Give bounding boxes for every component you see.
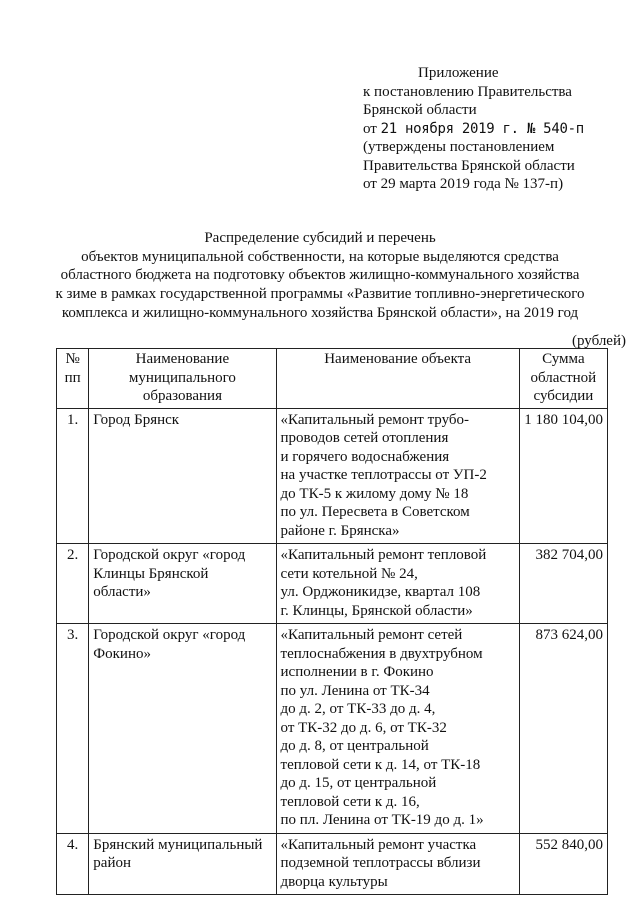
object-line: и горячего водоснабжения [280,448,450,465]
header-num-line: пп [64,369,81,386]
cell-sum: 552 840,00 [519,833,607,895]
table-row [57,624,608,834]
object-line: на участке теплотрассы от УП-2 [280,467,487,483]
appendix-line-5: Правительства Брянской области [363,157,575,174]
appendix-title: Приложение [418,65,499,81]
cell-sum: 382 704,00 [519,544,607,624]
object-line: дворца культуры [280,873,388,890]
municipality-line: Город Брянск [93,411,180,428]
object-line: районе г. Брянска» [280,522,400,539]
object-line: теплоснабжения в двухтрубном [280,645,483,662]
cell-num: 4. [57,833,89,895]
cell-num: 2. [57,544,89,624]
object-line: «Капитальный ремонт сетей [280,627,463,643]
table-body [57,408,608,895]
document-heading [20,229,620,323]
object-line: «Капитальный ремонт тепловой [280,547,487,563]
cell-num: 1. [57,408,89,544]
header-sum-line: областной [530,369,597,386]
cell-municipality [89,408,276,544]
municipality-line: Городской округ «город [93,627,246,643]
object-line: «Капитальный ремонт трубо- [280,411,470,428]
header-object-line: Наименование объекта [324,351,472,367]
heading-line-3: областного бюджета на подготовку объектов жилищно-коммунального хозяйства [60,267,580,284]
municipality-line: области» [93,584,151,600]
object-line: до ТК-5 к жилому дому № 18 [280,485,469,502]
table-row [57,833,608,895]
object-line: до д. 15, от центральной [280,775,437,791]
cell-municipality [89,833,276,895]
cell-municipality [89,544,276,624]
appendix-line-2: Брянской области [363,102,477,118]
object-line: «Капитальный ремонт участка [280,836,477,853]
cell-num: 3. [57,624,89,834]
object-line: подземной теплотрассы вблизи [280,855,481,871]
object-line: по пл. Ленина от ТК-19 до д. 1» [280,812,484,828]
object-line: сети котельной № 24, [280,565,418,582]
object-line: по ул. Ленина от ТК-34 [280,682,430,699]
header-num-line: № [65,351,80,367]
header-municipality-line: Наименование [135,351,230,367]
header-sum [519,349,607,409]
municipality-line: Фокино» [93,645,151,662]
object-line: по ул. Пересвета в Советском [280,504,470,520]
cell-object [276,833,519,895]
appendix-line-6: от 29 марта 2019 года № 137-п) [363,176,564,192]
appendix-date-line [363,120,633,139]
object-line: г. Клинцы, Брянской области» [280,602,473,619]
table-row [57,408,608,544]
header-num [57,349,89,409]
cell-municipality [89,624,276,834]
appendix-line-1: к постановлению Правительства [363,83,572,100]
appendix-line-4: (утверждены постановлением [363,139,555,155]
cell-object [276,544,519,624]
appendix-block [363,64,633,194]
cell-sum: 873 624,00 [519,624,607,834]
municipality-line: Городской округ «город [93,547,246,563]
appendix-date-handwritten: 21 ноября 2019 г. № 540-п [380,120,584,137]
header-municipality [89,349,276,409]
cell-object [276,408,519,544]
heading-line-5: комплекса и жилищно-коммунального хозяйства Брянской области», на 2019 год [61,304,579,321]
object-line: ул. Орджоникидзе, квартал 108 [280,584,481,600]
municipality-line: Брянский муниципальный [93,836,263,853]
object-line: исполнении в г. Фокино [280,664,434,680]
heading-line-2: объектов муниципальной собственности, на которые выделяются средства [81,248,559,265]
table-row [57,544,608,624]
object-line: проводов сетей отопления [280,430,449,446]
header-municipality-line: образования [142,388,222,404]
municipality-line: район [93,855,131,871]
municipality-line: Клинцы Брянской [93,565,209,582]
object-line: тепловой сети к д. 14, от ТК-18 [280,756,481,773]
header-sum-line: Сумма [542,351,585,367]
units-label: (рублей) [571,333,626,349]
table-header-row [57,349,608,409]
heading-line-4: к зиме в рамках государственной программы «Развитие топливно-энергетического [55,286,585,303]
cell-object [276,624,519,834]
header-object [276,349,519,409]
object-line: до д. 2, от ТК-33 до д. 4, [280,701,436,717]
heading-line-1: Распределение субсидий и перечень [204,230,436,246]
header-municipality-line: муниципального [128,369,236,386]
header-sum-line: субсидии [533,388,594,404]
cell-sum: 1 180 104,00 [519,408,607,544]
object-line: от ТК-32 до д. 6, от ТК-32 [280,719,447,736]
object-line: тепловой сети к д. 16, [280,793,420,810]
object-line: до д. 8, от центральной [280,738,429,754]
appendix-date-prefix: от [363,120,377,137]
subsidy-table [56,348,608,895]
